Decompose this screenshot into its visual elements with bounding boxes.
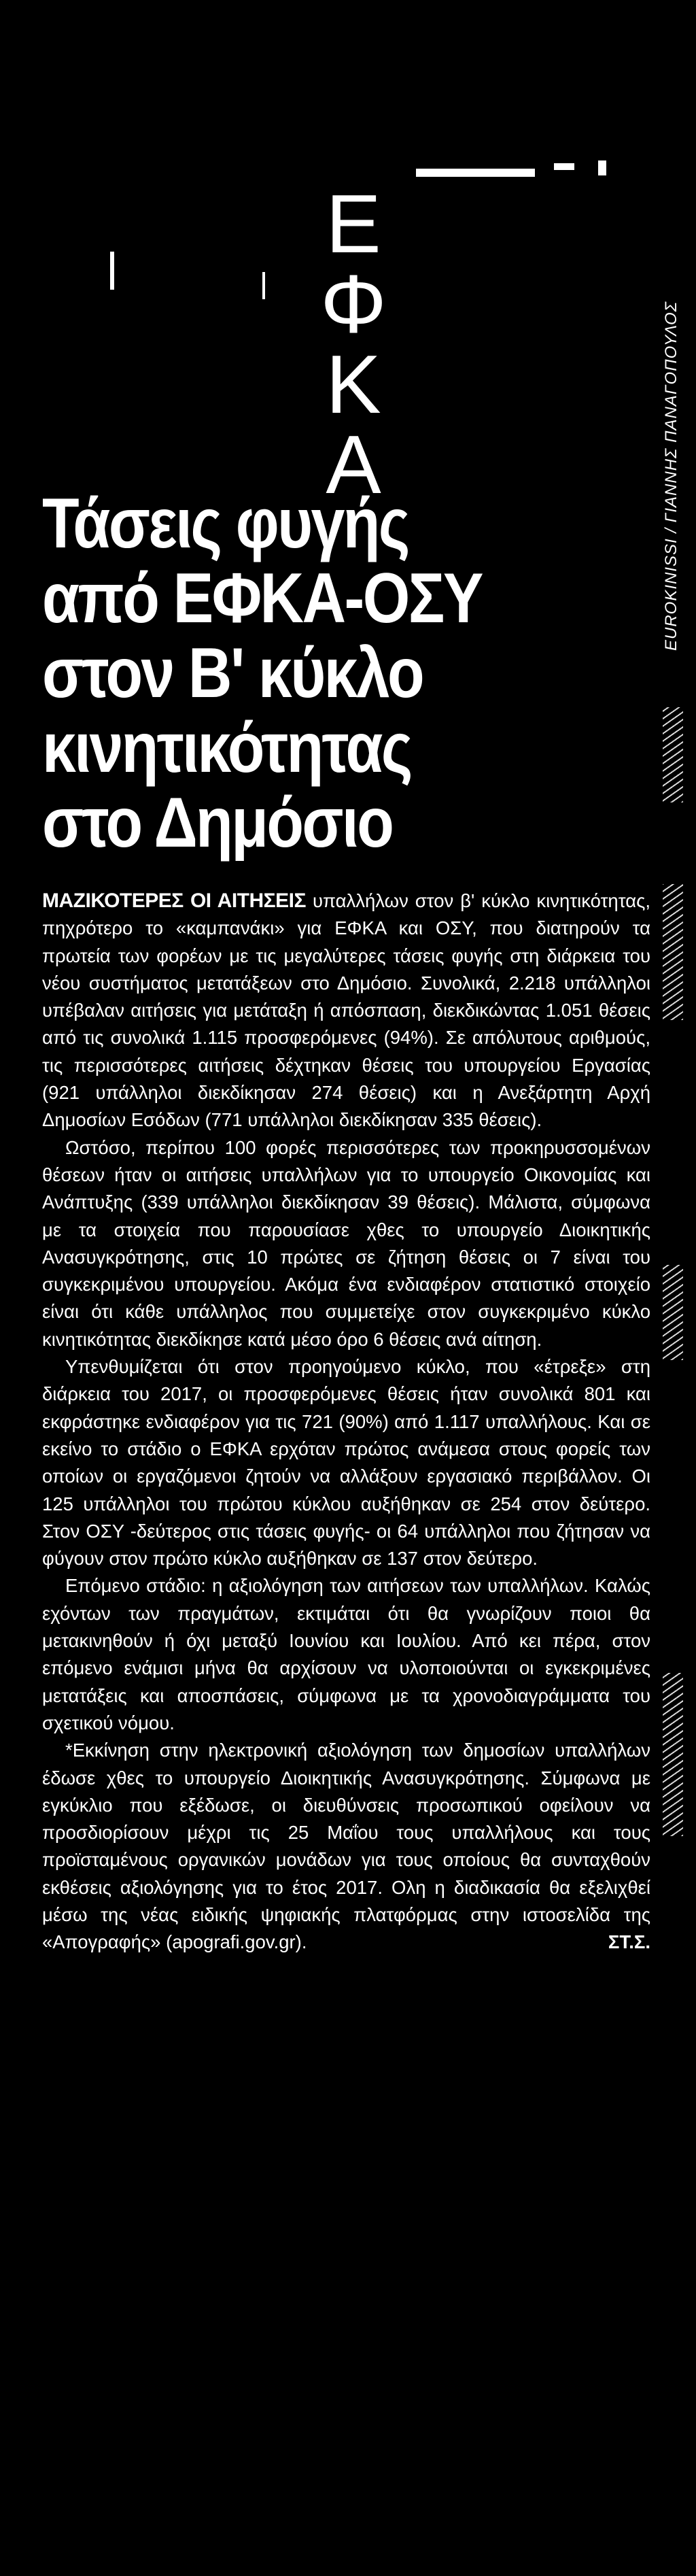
- photo-building-edge: [416, 169, 535, 177]
- photo-building-edge: [598, 160, 606, 175]
- paragraph: Υπενθυμίζεται ότι στον προηγούμενο κύκλο, που «έτρεξε» στη διάρκεια του 2017, οι προσφερόμενες θέσεις ήταν συνολικά 801 και εκφράστηκε ενδιαφέρον για τις 721 (90%) από 1.117 υπαλλήλους. Και σε εκείνο το στάδιο ο ΕΦΚΑ ερχόταν πρώτος ανάμεσα στους φορείς των οποίων οι εργαζόμενοι ζητούν να αλλάξουν εργασιακό περιβάλλον. Οι 125 υπάλληλοι του πρώτου κύκλου αυξήθηκαν σε 254 στον δεύτερο. Στον ΟΣΥ -δεύτερος στις τάσεις φυγής- οι 64 υπάλληλοι που ζήτησαν να φύγουν στον πρώτο κύκλο αυξήθηκαν σε 137 στον δεύτερο.: [42, 1356, 650, 1570]
- lead-in: ΜΑΖΙΚΟΤΕΡΕΣ ΟΙ ΑΙΤΗΣΕΙΣ: [42, 889, 306, 912]
- paragraph: Επόμενο στάδιο: η αξιολόγηση των αιτήσεων των υπαλλήλων. Καλώς εχόντων των πραγμάτων, εκτιμάται ότι θα γνωρίζουν ποιοι θα μετακινηθούν ή όχι μεταξύ Ιουνίου και Ιουλίου. Από κει πέρα, στον επόμενο ενάμισι μήνα θα αρχίσουν να υλοποιούνται οι εγκεκριμένες μετατάξεις και αποσπάσεις, σύμφωνα με τα χρονοδιαγράμματα του σχετικού νόμου.: [42, 1575, 650, 1733]
- headline: [42, 486, 640, 860]
- photo-credit: EUROKINISSI / ΓΙΑΝΝΗΣ ΠΑΝΑΓΟΠΟΥΛΟΣ: [662, 301, 680, 651]
- paragraph: [42, 1737, 650, 1956]
- headline-line: στον Β' κύκλο: [42, 634, 423, 713]
- photo-texture: [663, 707, 683, 802]
- photo-detail: [262, 272, 265, 299]
- photo-building-edge: [554, 163, 574, 170]
- sign-letter: Φ: [320, 258, 387, 350]
- sign-letter: Ε: [326, 177, 381, 270]
- headline-line: στο Δημόσιο: [42, 783, 393, 862]
- headline-line: Τάσεις φυγής: [42, 484, 408, 563]
- headline-line: από ΕΦΚΑ-ΟΣΥ: [42, 559, 482, 638]
- sign-letter: Α: [326, 418, 381, 511]
- author-signature: ΣΤ.Σ.: [608, 1931, 650, 1953]
- headline-line: κινητικότητας: [42, 709, 411, 787]
- photo-texture: [663, 1265, 683, 1360]
- sign-letter: Κ: [326, 338, 381, 430]
- paragraph: [42, 887, 650, 1134]
- photo-texture: [663, 1673, 683, 1836]
- paragraph: Ωστόσο, περίπου 100 φορές περισσότερες των προκηρυσσομένων θέσεων ήταν οι αιτήσεις υπαλλήλων για το υπουργείο Οικονομίας και Ανάπτυξης (339 υπάλληλοι διεκδίκησαν 39 θέσεις). Μάλιστα, σύμφωνα με τα στοιχεία που παρουσίασε χθες το υπουργείο Διοικητικής Ανασυγκρότησης, στις 10 πρώτες σε ζήτηση θέσεις οι 7 είναι του συγκεκριμένου υπουργείου. Ακόμα ένα ενδιαφέρον στατιστικό στοιχείο είναι ότι κάθε υπάλληλος που συμμετείχε στον συγκεκριμένο κύκλο κινητικότητας διεκδίκησε κατά μέσο όρο 6 θέσεις ανά αίτηση.: [42, 1136, 650, 1350]
- article-body: [42, 887, 650, 1956]
- photo-texture: [663, 884, 683, 1020]
- efka-sign: [285, 177, 421, 511]
- paragraph-text: *Εκκίνηση στην ηλεκτρονική αξιολόγηση των δημοσίων υπαλλήλων έδωσε χθες το υπουργείο Διοικητικής Ανασυγκρότησης. Σύμφωνα με εγκύκλιο που εξέδωσε, οι διευθύνσεις προσωπικού οφείλουν να προσδιορίσουν μέχρι τις 25 Μαΐου τους υπαλλήλους και τους προϊσταμένους οργανικών μονάδων για τους οποίους θα συνταχθούν εκθέσεις αξιολόγησης για το έτος 2017. Ολη η διαδικασία θα εξελιχθεί μέσω της νέας ειδικής ψηφιακής πλατφόρμας στην ιστοσελίδα της «Απογραφής» (apografi.gov.gr).: [42, 1740, 650, 1953]
- photo-detail: [110, 252, 114, 290]
- paragraph-text: υπαλλήλων στον β' κύκλο κινητικότητας, πηχρότερο το «καμπανάκι» για ΕΦΚΑ και ΟΣΥ, που διατηρούν τα πρωτεία των φορέων με τις μεγαλύτερες τάσεις φυγής στη διάρκεια του νέου συστήματος μετατάξεων στο Δημόσιο. Συνολικά, 2.218 υπάλληλοι υπέβαλαν αιτήσεις για μετάταξη ή απόσπαση, διεκδικώντας 1.051 θέσεις από τις συνολικά 1.115 προσφερόμενες (94%). Σε απόλυτους αριθμούς, τις περισσότερες αιτήσεις δέχτηκαν θέσεις του υπουργείου Εργασίας (921 υπάλληλοι διεκδίκησαν 274 θέσεις) και η Ανεξάρτητη Αρχή Δημοσίων Εσόδων (771 υπάλληλοι διεκδίκησαν 335 θέσεις).: [42, 890, 650, 1131]
